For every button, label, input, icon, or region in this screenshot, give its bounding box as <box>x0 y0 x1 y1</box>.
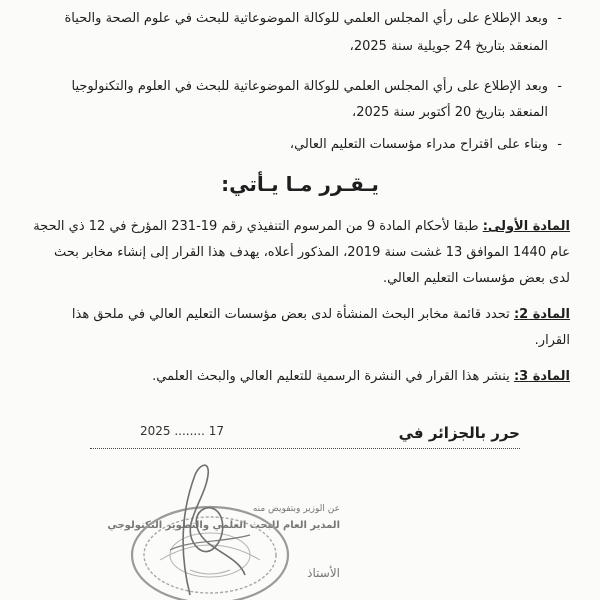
signature-line: المدير العام للبحث العلمي والتطوير التكنولوجي <box>107 520 340 531</box>
preamble-line: المنعقد بتاريخ 20 أكتوبر سنة 2025، <box>351 105 548 120</box>
preamble-line: وبناء على اقتراح مدراء مؤسسات التعليم العالي، <box>289 137 548 152</box>
article-2-line <box>72 306 570 324</box>
preamble-line: وبعد الإطلاع على رأي المجلس العلمي للوكالة الموضوعاتية للبحث في العلوم والتكنولوجيا <box>71 79 548 94</box>
bullet-dash: - <box>557 11 562 26</box>
handwritten-signature-icon <box>150 455 260 600</box>
article-3-line <box>152 368 570 386</box>
preamble-line: المنعقد بتاريخ 24 جويلية سنة 2025، <box>349 39 548 54</box>
article-3-label: المادة 3: <box>513 369 570 384</box>
article-1-line <box>33 218 570 236</box>
article-1-line: عام 1440 الموافق 13 غشت سنة 2019، المذكور أعلاه، يهدف هذا القرار إلى إنشاء مخابر بحث <box>54 245 570 260</box>
signature-line: عن الوزير وبتفويض منه <box>252 504 340 514</box>
bullet-dash: - <box>557 79 562 94</box>
article-3-text: ينشر هذا القرار في النشرة الرسمية للتعليم العالي والبحث العلمي. <box>152 369 510 384</box>
article-1-line: لدى بعض مؤسسات التعليم العالي. <box>382 271 570 286</box>
signed-line <box>90 422 520 449</box>
article-2-text: تحدد قائمة مخابر البحث المنشأة لدى بعض مؤسسات التعليم العالي في ملحق هذا <box>71 307 510 322</box>
preamble-line: وبعد الإطلاع على رأي المجلس العلمي للوكالة الموضوعاتية للبحث في علوم الصحة والحياة <box>64 11 548 26</box>
article-2-label: المادة 2: <box>513 307 570 322</box>
signed-date: 17 ........ 2025 <box>140 424 224 438</box>
article-1-label: المادة الأولى: <box>482 219 570 234</box>
signed-place: حرر بالجزائر في <box>398 424 520 442</box>
article-1-text: طبقا لأحكام المادة 9 من المرسوم التنفيذي رقم 19-231 المؤرخ في 12 ذي الحجة <box>33 219 479 234</box>
signature-line: الأستاذ <box>307 566 340 580</box>
bullet-dash: - <box>557 137 562 152</box>
decision-heading: يـقـرر مـا يـأتي: <box>221 172 379 196</box>
article-2-line: القرار. <box>534 333 570 348</box>
